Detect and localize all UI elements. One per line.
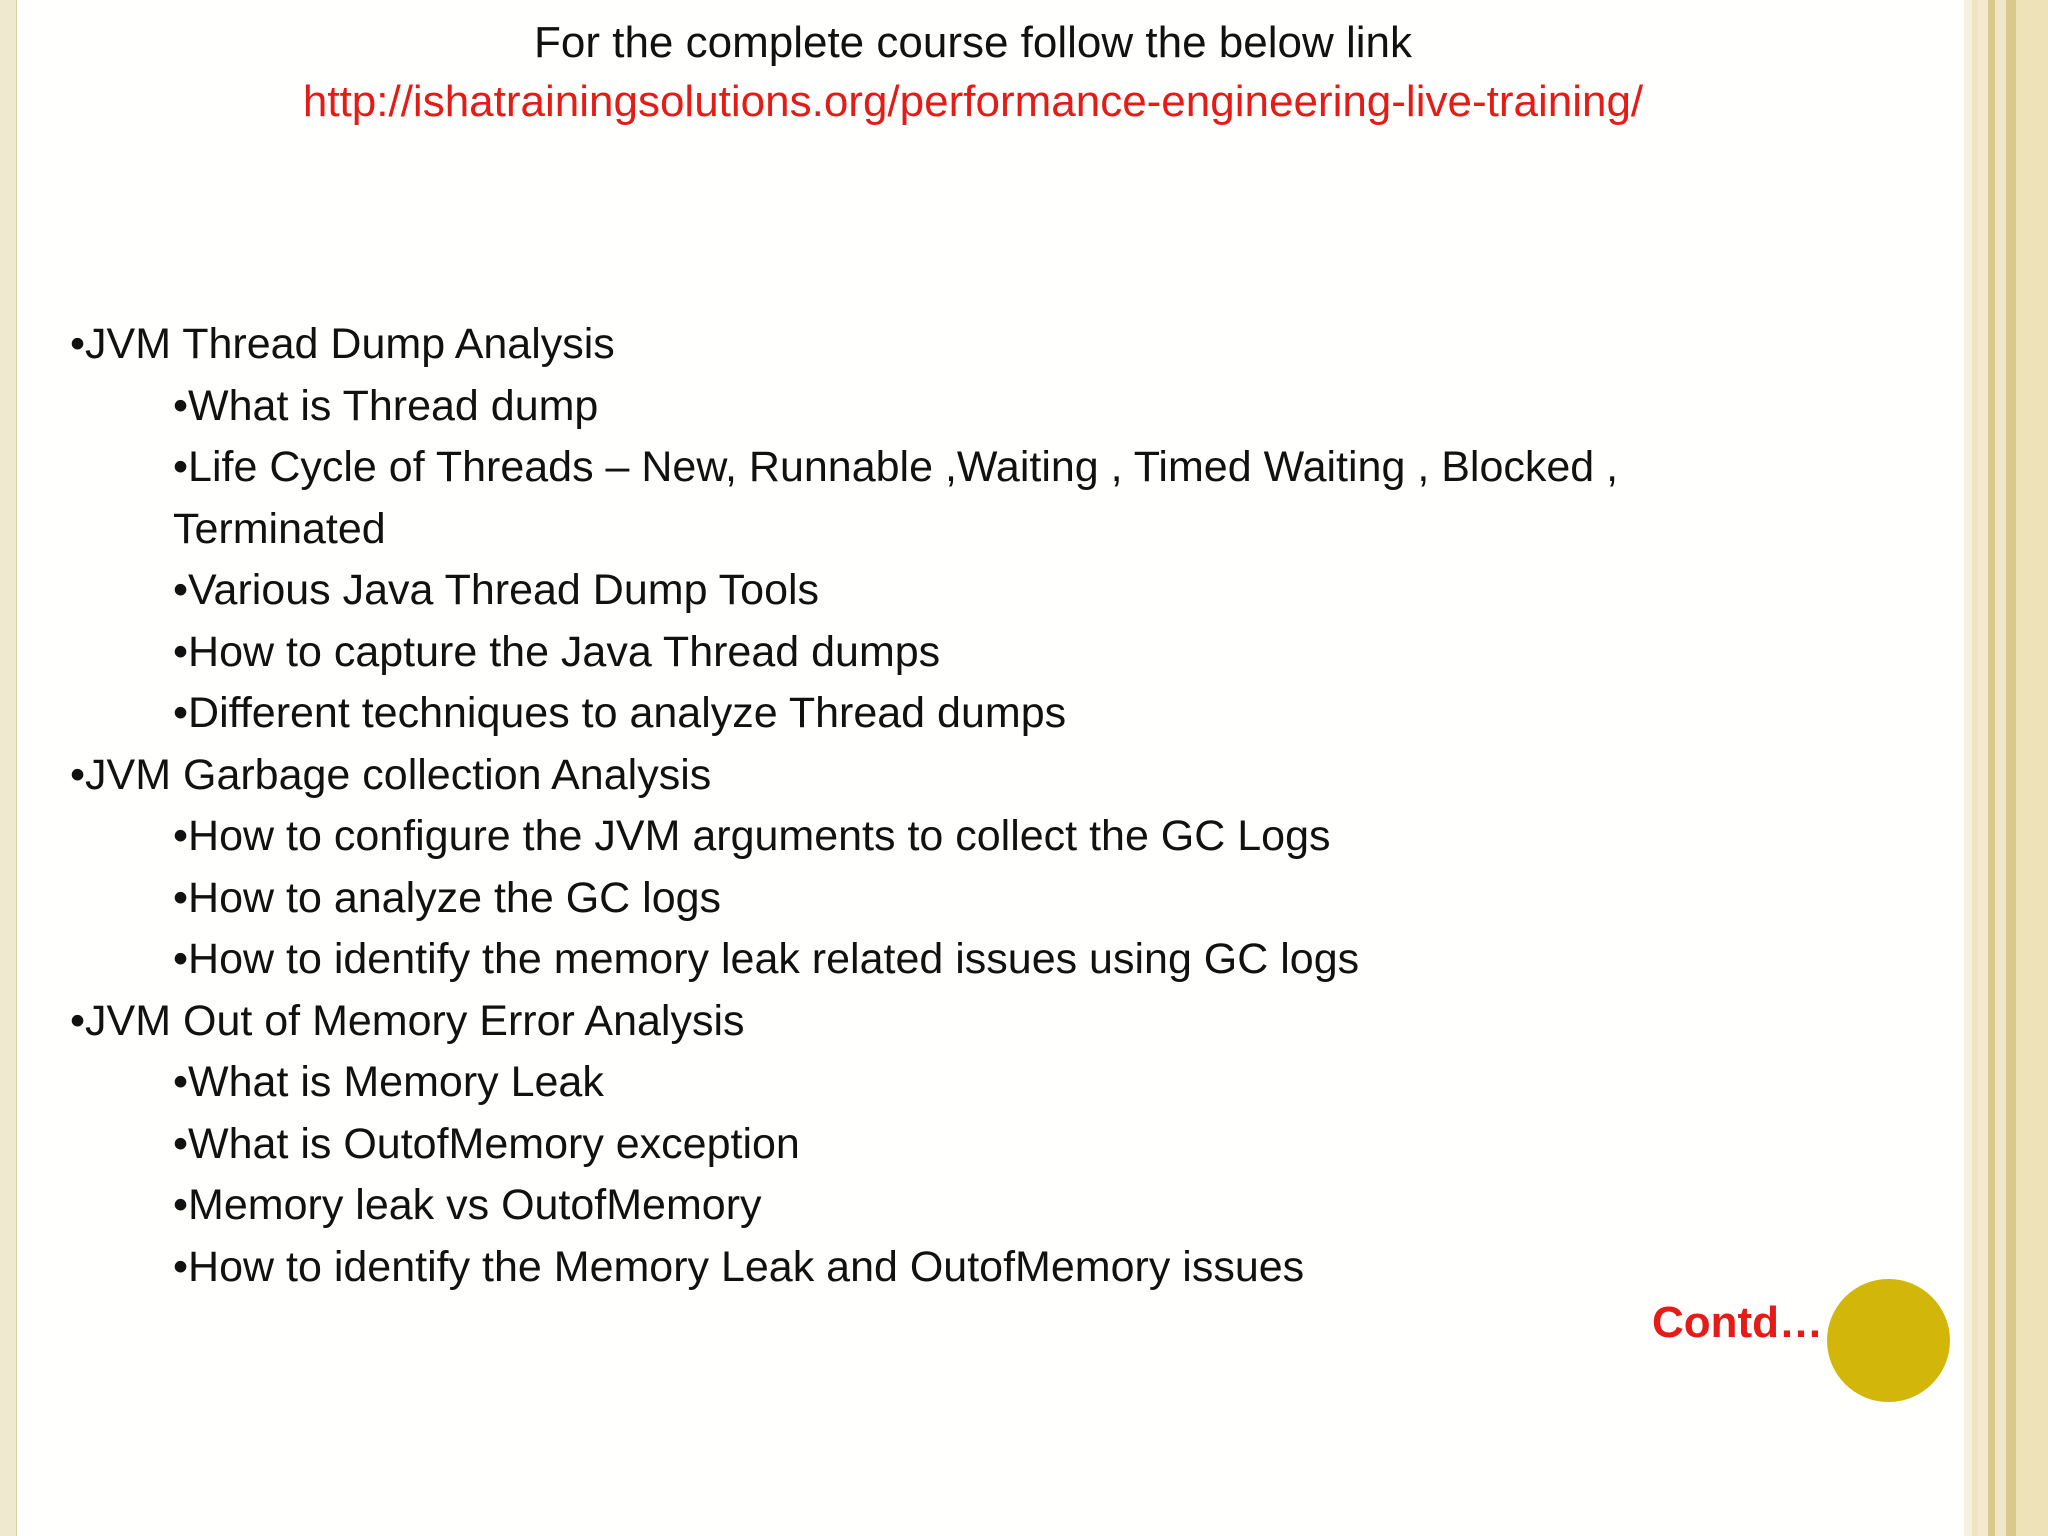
outline-subitem-what-is-outofmemory: •What is OutofMemory exception — [173, 1119, 800, 1168]
outline-item-jvm-garbage-collection-analysis: •JVM Garbage collection Analysis — [70, 750, 712, 799]
right-border-decoration — [1964, 0, 2048, 1536]
outline-subitem-capture-thread-dumps: •How to capture the Java Thread dumps — [173, 627, 941, 676]
outline-subitem-what-is-thread-dump: •What is Thread dump — [173, 381, 599, 430]
outline-subitem-thread-life-cycle-continued: Terminated — [173, 504, 386, 553]
left-border-decoration — [0, 0, 17, 1536]
outline-item-jvm-thread-dump-analysis: •JVM Thread Dump Analysis — [70, 320, 615, 368]
outline-subitem-identify-memory-issues: •How to identify the Memory Leak and OutofMemory issues — [173, 1242, 1305, 1291]
outline-subitem-configure-gc-logs: •How to configure the JVM arguments to collect the GC Logs — [173, 812, 1331, 860]
outline-subitem-thread-dump-tools: •Various Java Thread Dump Tools — [173, 566, 820, 614]
continued-label: Contd… — [1652, 1298, 1824, 1347]
course-link[interactable]: http://ishatrainingsolutions.org/performance-engineering-live-training/ — [302, 77, 1644, 126]
outline-subitem-analyze-gc-logs: •How to analyze the GC logs — [173, 873, 722, 922]
outline-subitem-thread-life-cycle: •Life Cycle of Threads – New, Runnable ,Waiting , Timed Waiting , Blocked , — [173, 443, 1619, 491]
outline-subitem-memory-leak-vs-outofmemory: •Memory leak vs OutofMemory — [173, 1181, 762, 1229]
outline-subitem-analyze-thread-dumps: •Different techniques to analyze Thread dumps — [173, 689, 1067, 737]
outline-subitem-what-is-memory-leak: •What is Memory Leak — [173, 1058, 604, 1106]
outline-subitem-identify-memory-leak-gc: •How to identify the memory leak related issues using GC logs — [173, 935, 1360, 983]
course-intro-heading: For the complete course follow the below link — [534, 18, 1412, 67]
outline-item-jvm-out-of-memory-analysis: •JVM Out of Memory Error Analysis — [70, 996, 745, 1045]
outline-list — [70, 314, 1830, 1298]
decorative-circle — [1827, 1279, 1950, 1402]
